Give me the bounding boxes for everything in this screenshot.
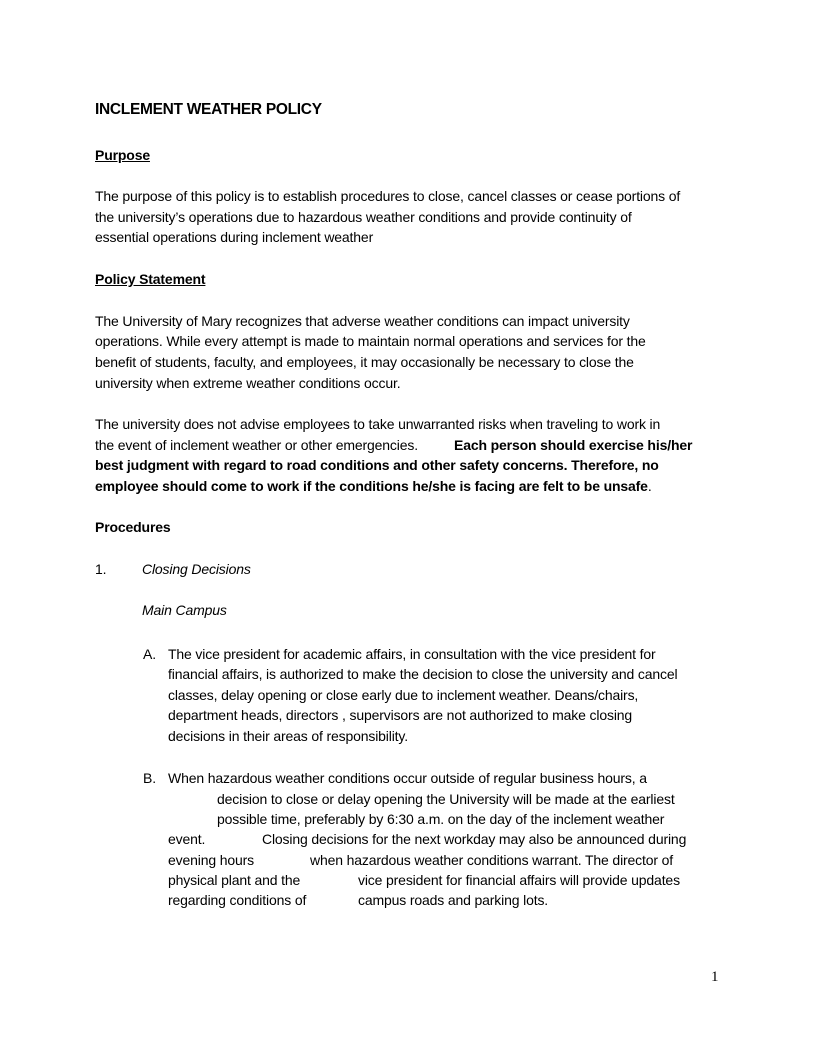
- policy-p2-period: .: [647, 478, 652, 494]
- item-b-line: decision to close or delay opening the University will be made at the earliest: [217, 791, 675, 807]
- item-1-label: Closing Decisions: [142, 561, 251, 577]
- policy-statement-heading: Policy Statement: [95, 271, 206, 287]
- policy-paragraph2-line: [95, 435, 418, 456]
- purpose-line: The purpose of this policy is to establish procedures to close, cancel classes or cease portions of: [95, 188, 681, 204]
- item-a-line: decisions in their areas of responsibility.: [168, 728, 408, 744]
- item-a-line: department heads, directors , supervisors are not authorized to make closing: [168, 707, 633, 723]
- policy-p2-bold-line: best judgment with regard to road conditions and other safety concerns. Therefore, no: [95, 457, 659, 473]
- purpose-heading: Purpose: [95, 147, 150, 163]
- policy-paragraph-line: The University of Mary recognizes that adverse weather conditions can impact university: [95, 313, 630, 329]
- item-b-line-part: regarding conditions of: [168, 892, 307, 908]
- page-number: 1: [711, 969, 719, 985]
- purpose-line: the university’s operations due to hazardous weather conditions and provide continuity of: [95, 209, 632, 225]
- policy-paragraph-line: university when extreme weather conditions occur.: [95, 375, 401, 391]
- item-b-line-part: when hazardous weather conditions warrant. The director of: [310, 852, 674, 868]
- item-a-letter: A.: [143, 646, 156, 662]
- item-b-letter: B.: [143, 770, 156, 786]
- policy-paragraph2-line: The university does not advise employees to take unwarranted risks when traveling to work in: [95, 416, 661, 432]
- item-b-line-part: vice president for financial affairs will provide updates: [358, 872, 680, 888]
- item-b-line-part: Closing decisions for the next workday may also be announced during: [262, 831, 687, 847]
- item-b-line-part: evening hours: [168, 852, 255, 868]
- policy-p2-bold-text: employee should come to work if the conditions he/she is facing are felt to be unsafe: [95, 478, 648, 494]
- procedures-heading: Procedures: [95, 519, 171, 535]
- policy-p2-bold-text: Each person should exercise his/her: [454, 437, 693, 453]
- policy-paragraph-line: benefit of students, faculty, and employees, it may occasionally be necessary to close the: [95, 354, 634, 370]
- item-b-line-part: physical plant and the: [168, 872, 301, 888]
- main-campus-subheading: Main Campus: [142, 602, 227, 618]
- item-b-line-part: campus roads and parking lots.: [358, 892, 549, 908]
- item-a-line: The vice president for academic affairs, in consultation with the vice president for: [168, 646, 656, 662]
- item-b-line: When hazardous weather conditions occur outside of regular business hours, a: [168, 770, 647, 786]
- policy-p2-normal-text: the event of inclement weather or other emergencies.: [95, 437, 418, 453]
- policy-p2-bold-line: [95, 476, 652, 497]
- item-1-number: 1.: [95, 561, 107, 577]
- purpose-line: essential operations during inclement weather: [95, 229, 374, 245]
- item-b-line: possible time, preferably by 6:30 a.m. on the day of the inclement weather: [217, 811, 665, 827]
- item-a-line: classes, delay opening or close early due to inclement weather. Deans/chairs,: [168, 687, 639, 703]
- item-b-line-part: event.: [168, 831, 206, 847]
- page-title: INCLEMENT WEATHER POLICY: [95, 101, 322, 118]
- policy-paragraph-line: operations. While every attempt is made to maintain normal operations and services for the: [95, 333, 646, 349]
- item-a-line: financial affairs, is authorized to make the decision to close the university and cancel: [168, 666, 678, 682]
